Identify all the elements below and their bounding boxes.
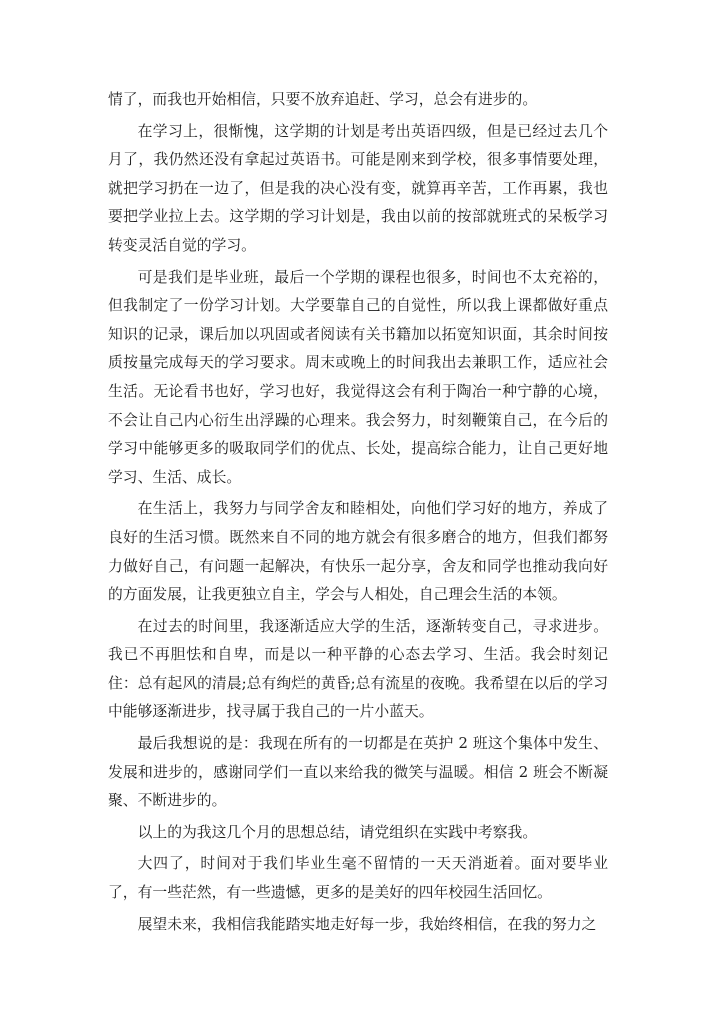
paragraph-senior-year: 大四了，时间对于我们毕业生毫不留情的一天天消逝着。面对要毕业了，有一些茫然，有一些遗憾，更多的是美好的四年校园生活回忆。 bbox=[108, 855, 608, 902]
paragraph-closing-thanks: 最后我想说的是：我现在所有的一切都是在英护 2 班这个集体中发生、发展和进步的，感谢同学们一直以来给我的微笑与温暖。相信 2 班会不断凝聚、不断进步的。 bbox=[108, 735, 608, 810]
paragraph-progress: 在过去的时间里，我逐渐适应大学的生活，逐渐转变自己，寻求进步。我已不再胆怯和自卑，而是以一种平静的心态去学习、生活。我会时刻记住：总有起风的清晨;总有绚烂的黄昏;总有流星的夜晚。我希望在以后的学习中能够逐渐进步，找寻属于我自己的一片小蓝天。 bbox=[108, 617, 608, 721]
paragraph-study: 在学习上，很惭愧，这学期的计划是考出英语四级，但是已经过去几个月了，我仍然还没有拿起过英语书。可能是刚来到学校，很多事情要处理，就把学习扔在一边了，但是我的决心没有变，就算再辛苦，工作再累，我也要把学业拉上去。这学期的学习计划是，我由以前的按部就班式的呆板学习转变灵活自觉的学习。 bbox=[108, 122, 608, 254]
paragraph-study-plan: 可是我们是毕业班，最后一个学期的课程也很多，时间也不太充裕的，但我制定了一份学习计划。大学要靠自己的自觉性，所以我上课都做好重点知识的记录，课后加以巩固或者阅读有关书籍加以拓宽知识面，其余时间按质按量完成每天的学习要求。周末或晚上的时间我出去兼职工作，适应社会生活。无论看书也好，学习也好，我觉得这会有利于陶冶一种宁静的心境，不会让自己内心衍生出浮躁的心理来。我会努力，时刻鞭策自己，在今后的学习中能够更多的吸取同学们的优点、长处，提高综合能力，让自己更好地学习、生活、成长。 bbox=[108, 268, 608, 486]
paragraph-outlook: 展望未来，我相信我能踏实地走好每一步，我始终相信，在我的努力之 bbox=[137, 915, 597, 933]
paragraph-life: 在生活上，我努力与同学舍友和睦相处，向他们学习好的地方，养成了良好的生活习惯。既然来自不同的地方就会有很多磨合的地方，但我们都努力做好自己，有问题一起解决，有快乐一起分享，舍友和同学也推动我向好的方面发展，让我更独立自主，学会与人相处，自己理会生活的本领。 bbox=[108, 500, 608, 604]
paragraph-continuation: 情了，而我也开始相信，只要不放弃追赶、学习，总会有进步的。 bbox=[108, 91, 538, 108]
document-body bbox=[108, 86, 608, 942]
paragraph-summary: 以上的为我这几个月的思想总结，请党组织在实践中考察我。 bbox=[137, 823, 538, 841]
